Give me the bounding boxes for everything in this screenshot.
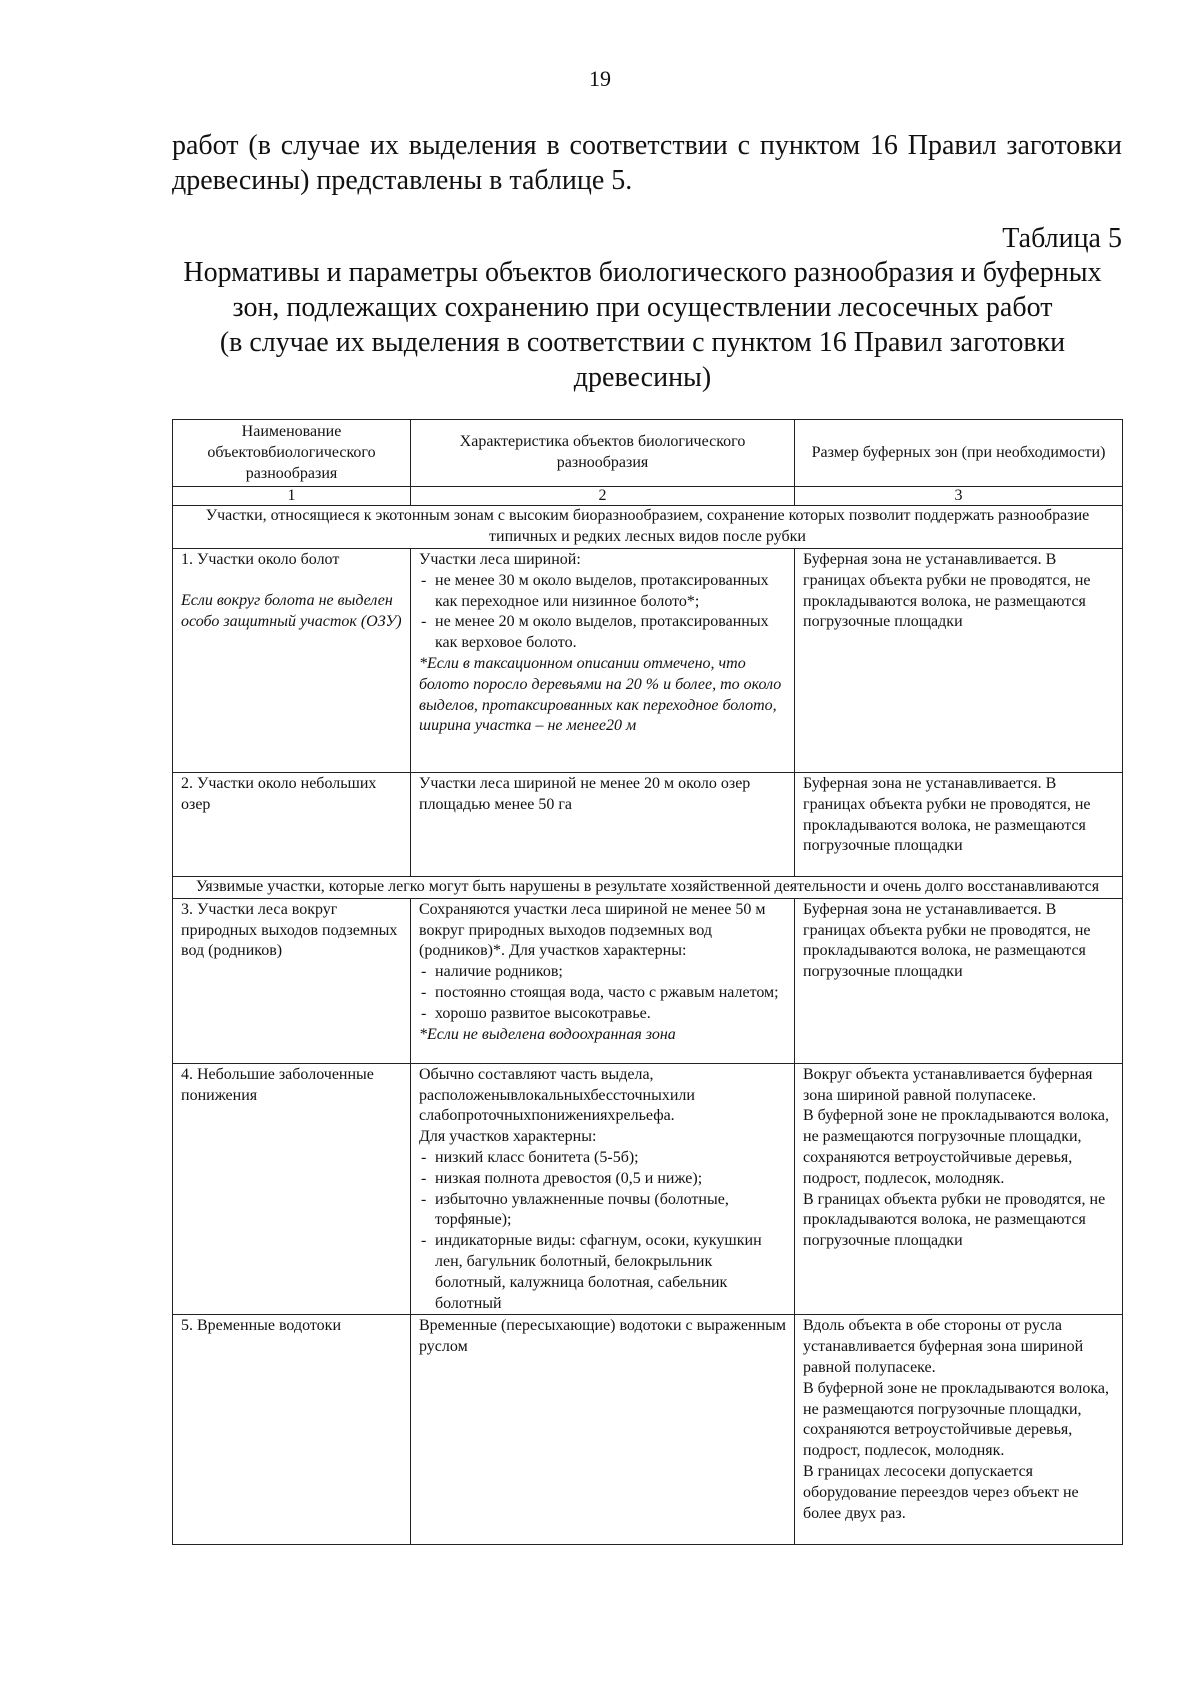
table-title-line: (в случае их выделения в соответствии с пунктом 16 Правил заготовки [219, 327, 1066, 358]
section-row-vulnerable [173, 876, 1123, 898]
characteristic-footnote: *Если в таксационном описании отмечено, что болото поросло деревьями на 20 % и более, то около выделов, протаксированных как переходное болото, ширина участка – не менее20 м [419, 654, 782, 735]
buffer-paragraph: Вокруг объекта устанавливается буферная зона шириной равной полупасеке. [803, 1065, 1093, 1104]
header-name: Наименование объектовбиологического разнообразия [173, 420, 411, 487]
object-name: 3. Участки леса вокруг природных выходов подземных вод (родников) [173, 898, 411, 1063]
list-item: - индикаторные виды: сфагнум, осоки, кукушкин лен, багульник болотный, белокрыльник болотный, калужница болотная, сабельник болотный [419, 1231, 786, 1314]
table-row [173, 898, 1123, 1063]
list-item: - наличие родников; [419, 962, 786, 983]
characteristic-cell [411, 1063, 795, 1315]
object-name-cell [173, 548, 411, 772]
section-heading: Участки, относящиеся к экотонным зонам с высоким биоразнообразием, сохранение которых позволит поддержать разнообразие типичных и редких лесных видов после рубки [173, 506, 1123, 549]
table-row [173, 1063, 1123, 1315]
list-item: - низкий класс бонитета (5-5б); [419, 1148, 786, 1169]
table-row [173, 1315, 1123, 1545]
table-title [160, 255, 1125, 395]
section-row-ecotone [173, 506, 1123, 549]
table-header-row [173, 420, 1123, 487]
table-label: Таблица 5 [1002, 223, 1122, 254]
characteristic-cell [411, 548, 795, 772]
table-row [173, 548, 1123, 772]
object-name: 1. Участки около болот [181, 550, 340, 568]
column-number: 1 [173, 487, 411, 506]
characteristic-list [419, 1148, 786, 1314]
characteristic-cell: Участки леса шириной не менее 20 м около озер площадью менее 50 га [411, 772, 795, 876]
buffer-paragraph: В буферной зоне не прокладываются волока, не размещаются погрузочные площадки, сохраняются ветроустойчивые деревья, подрост, подлесок, молодняк. [803, 1107, 1109, 1187]
characteristic-list [419, 962, 786, 1024]
list-item: - постоянно стоящая вода, часто с ржавым налетом; [419, 983, 786, 1004]
characteristic-footnote: *Если не выделена водоохранная зона [419, 1025, 676, 1043]
table-title-line: Нормативы и параметры объектов биологического разнообразия и буферных [183, 257, 1102, 288]
column-number: 2 [411, 487, 795, 506]
buffer-cell: Буферная зона не устанавливается. В границах объекта рубки не проводятся, не прокладываются волока, не размещаются погрузочные площадки [795, 898, 1123, 1063]
buffer-paragraph: В буферной зоне не прокладываются волока, не размещаются погрузочные площадки, сохраняются ветроустойчивые деревья, подрост, подлесок, молодняк. [803, 1379, 1109, 1460]
characteristic-cell [411, 898, 795, 1063]
characteristic-list [419, 571, 786, 654]
list-item: - хорошо развитое высокотравье. [419, 1004, 786, 1025]
object-name: 2. Участки около небольших озер [173, 772, 411, 876]
intro-paragraph: работ (в случае их выделения в соответствии с пунктом 16 Правил заготовки древесины) представлены в таблице 5. [172, 130, 1122, 196]
buffer-paragraph: В границах лесосеки допускается оборудование переездов через объект не более двух раз. [803, 1462, 1079, 1522]
characteristic-intro: Для участков характерны: [419, 1128, 597, 1146]
characteristic-intro: Обычно составляют часть выдела, расположенывлокальныхбессточныхили слабопроточныхпониженияхрельефа. [419, 1065, 695, 1125]
object-name: 5. Временные водотоки [173, 1315, 411, 1545]
list-item: - не менее 20 м около выделов, протаксированных как верховое болото. [419, 612, 786, 654]
characteristic-cell: Временные (пересыхающие) водотоки с выраженным руслом [411, 1315, 795, 1545]
characteristic-intro: Сохраняются участки леса шириной не менее 50 м вокруг природных выходов подземных вод (родников)*. Для участков характерны: [419, 900, 766, 960]
buffer-paragraph: Вдоль объекта в обе стороны от русла устанавливается буферная зона шириной равной полупасеке. [803, 1317, 1084, 1376]
list-item: - избыточно увлажненные почвы (болотные, торфяные); [419, 1190, 786, 1232]
list-item: - низкая полнота древостоя (0,5 и ниже); [419, 1169, 786, 1190]
column-number: 3 [795, 487, 1123, 506]
buffer-paragraph: В границах объекта рубки не проводятся, не прокладываются волока, не размещаются погрузочные площадки [803, 1190, 1106, 1250]
table-title-line: древесины) [573, 362, 712, 393]
object-name-note: Если вокруг болота не выделен особо защитный участок (ОЗУ) [181, 591, 402, 630]
table-row [173, 772, 1123, 876]
buffer-cell [795, 1315, 1123, 1545]
buffer-cell: Буферная зона не устанавливается. В границах объекта рубки не проводятся, не прокладываются волока, не размещаются погрузочные площадки [795, 772, 1123, 876]
buffer-cell [795, 1063, 1123, 1315]
table-title-line: зон, подлежащих сохранению при осуществлении лесосечных работ [232, 292, 1053, 323]
norms-table [172, 419, 1123, 1545]
section-heading: Уязвимые участки, которые легко могут быть нарушены в результате хозяйственной деятельности и очень долго восстанавливаются [173, 876, 1123, 898]
characteristic-intro: Участки леса шириной: [419, 550, 581, 568]
header-characteristic: Характеристика объектов биологического разнообразия [411, 420, 795, 487]
buffer-cell: Буферная зона не устанавливается. В границах объекта рубки не проводятся, не прокладываются волока, не размещаются погрузочные площадки [795, 548, 1123, 772]
object-name: 4. Небольшие заболоченные понижения [173, 1063, 411, 1315]
list-item: - не менее 30 м около выделов, протаксированных как переходное или низинное болото*; [419, 571, 786, 613]
page-number: 19 [589, 66, 611, 91]
column-number-row [173, 487, 1123, 506]
header-buffer-size: Размер буферных зон (при необходимости) [795, 420, 1123, 487]
